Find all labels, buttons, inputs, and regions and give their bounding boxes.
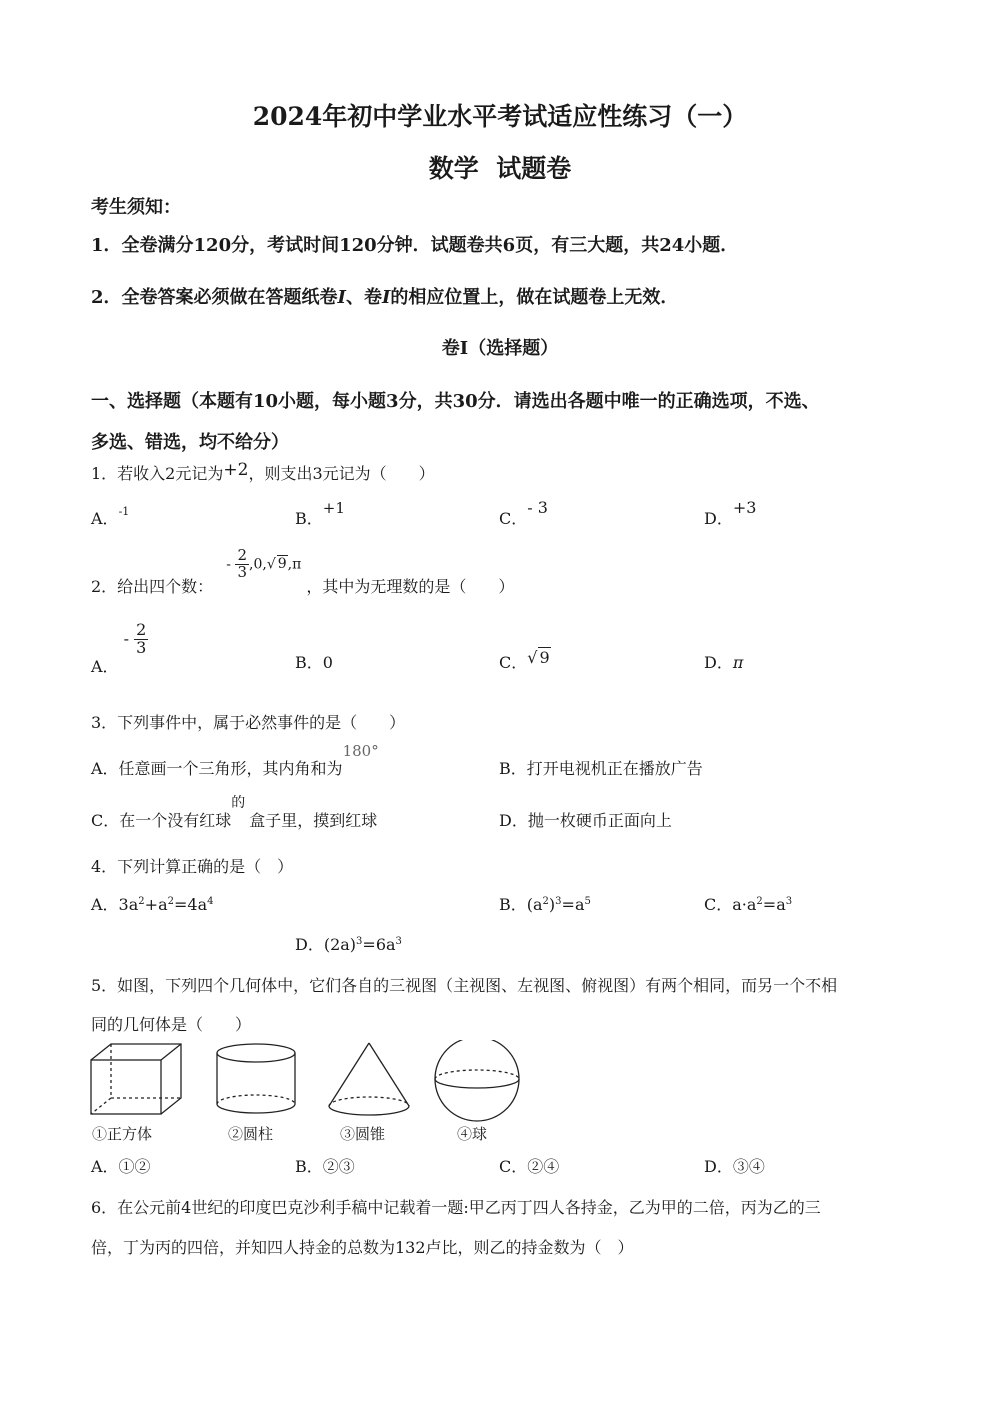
part1-instructions-line1: 一、选择题（本题有10小题，每小题3分，共30分．请选出各题中唯一的正确选项，不选、	[91, 391, 820, 412]
q5-stem-line2: 同的几何体是（ ）	[91, 1015, 252, 1034]
q5-stem-line1: 5．如图，下列四个几何体中，它们各自的三视图（主视图、左视图、俯视图）有两个相同，而另一个不相	[91, 976, 838, 995]
q2-option-b[interactable]: B．0	[295, 653, 333, 672]
q2-option-c[interactable]: C．√ 9	[499, 648, 550, 672]
q2-stem: 2．给出四个数： - $\frac{2}{3}$ ,0,√ 9,π ，其中为无理数的是（ ）	[91, 546, 515, 597]
q5-option-b[interactable]: B．②③	[295, 1157, 355, 1176]
q5-solids-figure	[85, 1040, 535, 1125]
q3-option-c[interactable]: C．在一个没有红球的盒子里，摸到红球	[91, 795, 378, 830]
q1-option-d[interactable]: D．+3	[704, 498, 757, 528]
caption-cone: ③圆锥	[340, 1125, 386, 1143]
q6-stem-line2: 倍，丁为丙的四倍，并知四人持金的总数为132卢比，则乙的持金数为（ ）	[91, 1238, 634, 1257]
q2-number-list: - $\frac{2}{3}$ ,0,√ 9,π	[226, 546, 302, 581]
q4-option-a[interactable]: A．$3a^2+a^2=4a^4$	[91, 895, 214, 914]
q1-option-c[interactable]: C．- 3	[499, 498, 548, 528]
caption-cube: ①正方体	[92, 1125, 153, 1143]
q4-stem: 4．下列计算正确的是（ ）	[91, 857, 294, 876]
cylinder-shape	[217, 1044, 295, 1113]
q2-option-a[interactable]: A． - $\frac{2}{3}$	[91, 620, 147, 676]
q6-stem-line1: 6．在公元前4世纪的印度巴克沙利手稿中记载着一题:甲乙丙丁四人各持金，乙为甲的二倍，丙为乙的三	[91, 1198, 821, 1217]
q3-option-b[interactable]: B．打开电视机正在播放广告	[499, 759, 703, 778]
notice-item-1: 1．全卷满分120分，考试时间120分钟．试题卷共6页，有三大题，共24小题．	[91, 235, 739, 256]
notice-heading: 考生须知：	[91, 197, 181, 218]
page-subtitle: 数学 试题卷	[428, 154, 572, 183]
caption-sphere: ④球	[457, 1125, 488, 1143]
q2-option-d[interactable]: D．π	[704, 653, 744, 672]
notice-item-2: 2．全卷答案必须做在答题纸卷I、卷I的相应位置上，做在试题卷上无效．	[91, 287, 679, 308]
q3-option-d[interactable]: D．抛一枚硬币正面向上	[499, 811, 672, 830]
section-juan-label: 卷Ⅰ（选择题）	[441, 338, 559, 359]
page-title: 2024年初中学业水平考试适应性练习（一）	[252, 102, 748, 131]
q5-option-d[interactable]: D．③④	[704, 1157, 765, 1176]
q4-option-b[interactable]: B．$(a^2)^3=a^5$	[499, 895, 591, 914]
part1-instructions-line2: 多选、错选，均不给分）	[91, 432, 289, 453]
q3-stem: 3．下列事件中，属于必然事件的是（ ）	[91, 713, 406, 732]
cone-shape	[329, 1043, 409, 1115]
q4-option-c[interactable]: C．$a\cdot a^2=a^3$	[704, 895, 793, 914]
q1-stem: 1．若收入2元记为+2，则支出3元记为（ ）	[91, 460, 435, 483]
q5-option-c[interactable]: C．②④	[499, 1157, 560, 1176]
q5-option-a[interactable]: A．①②	[91, 1157, 151, 1176]
q4-option-d[interactable]: D．$(2a)^3=6a^3$	[295, 935, 402, 954]
q1-option-a[interactable]: A．$^{-1}$	[91, 505, 130, 528]
q3-option-a[interactable]: A．任意画一个三角形，其内角和为180°	[91, 742, 379, 778]
caption-cylinder: ②圆柱	[228, 1125, 274, 1143]
cube-shape	[91, 1044, 181, 1114]
q1-option-b[interactable]: B．+1	[295, 499, 345, 528]
sphere-shape	[435, 1040, 519, 1121]
